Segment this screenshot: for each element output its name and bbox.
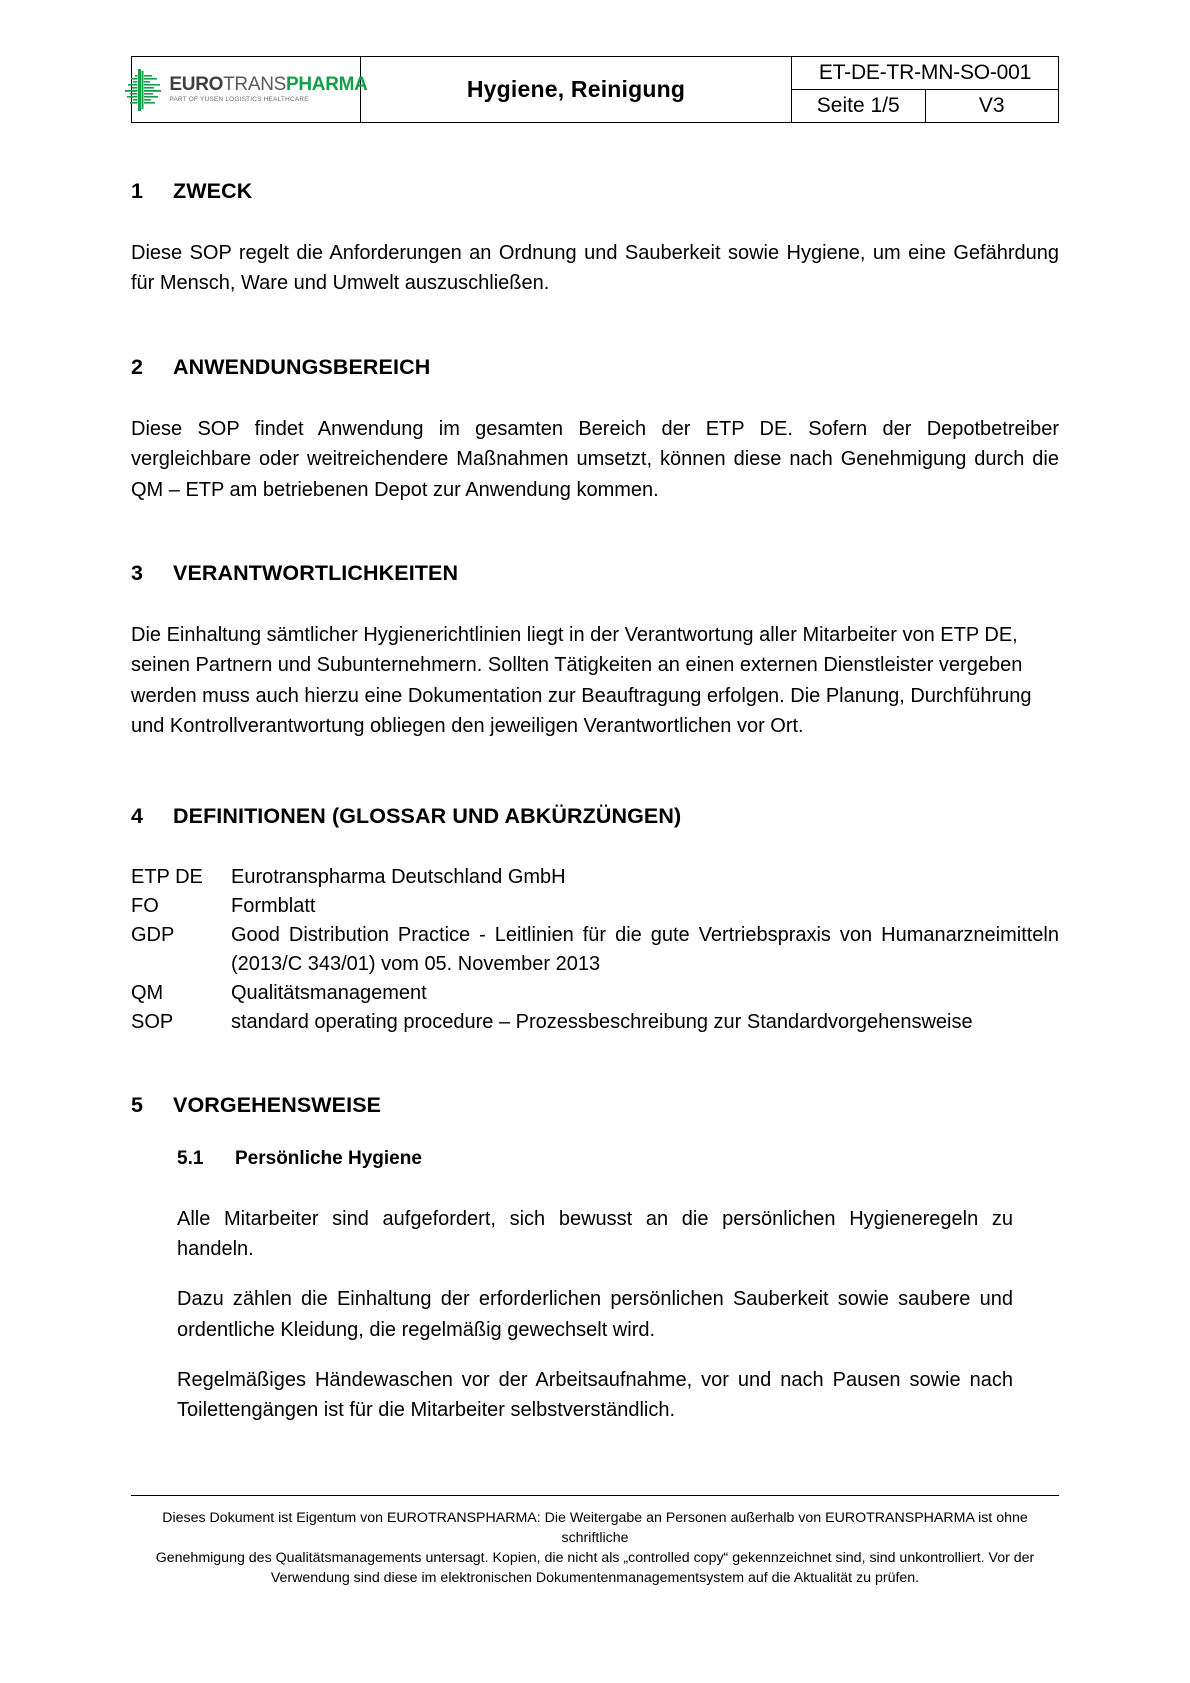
heading-section-3 [131, 561, 1059, 586]
footer-line-1: Dieses Dokument ist Eigentum von EUROTRANSPHARMA: Die Weitergabe an Personen außerhalb von EUROTRANSPHARMA ist ohne schriftliche [162, 1510, 1028, 1547]
logo-word-trans: TRANS [223, 74, 287, 96]
heading-section-5 [131, 1093, 1059, 1118]
logo-cross-waveform-icon [124, 68, 162, 112]
document-id: ET-DE-TR-MN-SO-001 [818, 61, 1032, 84]
header-title-cell [361, 57, 792, 123]
section-4-title: DEFINITIONEN (GLOSSAR UND ABKÜRZÜNGEN) [173, 803, 682, 828]
subsection-5-1-body [131, 1204, 1013, 1426]
section-3-paragraph-1: Die Einhaltung sämtlicher Hygienerichtlinien liegt in der Verantwortung aller Mitarbeiter von ETP DE, seinen Partnern und Subunternehmern. Sollten Tätigkeiten an einen externen Dienstleister vergeben werden muss auch hierzu eine Dokumentation zur Beauftragung erfolgen. Die Planung, Durchführung und Kontrollverantwortung obliegen den jeweiligen Verantwortlichen vor Ort. [131, 623, 1032, 738]
definition-description: Eurotranspharma Deutschland GmbH [231, 865, 566, 888]
section-2-number: 2 [131, 354, 144, 379]
section-1-title: ZWECK [173, 179, 253, 203]
section-5-title: VORGEHENSWEISE [173, 1092, 382, 1117]
document-title: Hygiene, Reinigung [466, 76, 686, 102]
heading-section-1 [131, 179, 1059, 204]
definition-item [131, 1008, 1059, 1037]
section-1-paragraph-1: Diese SOP regelt die Anforderungen an Ordnung und Sauberkeit sowie Hygiene, um eine Gefährdung für Mensch, Ware und Umwelt auszuschließen. [131, 242, 1059, 295]
subsection-5-1-paragraph-1: Alle Mitarbeiter sind aufgefordert, sich bewusst an die persönlichen Hygieneregeln zu handeln. [177, 1207, 1013, 1260]
page-label: Seite 1/5 [816, 94, 900, 117]
section-3-number: 3 [131, 560, 144, 585]
definition-item [131, 921, 1059, 979]
section-3-title: VERANTWORTLICHKEITEN [173, 560, 459, 585]
definition-description: standard operating procedure – Prozessbeschreibung zur Standardvorgehensweise [231, 1010, 973, 1033]
header-logo-cell [132, 57, 368, 123]
header-page-cell [792, 90, 926, 123]
eurotranspharma-logo [132, 66, 368, 114]
logo-text-block [169, 75, 367, 103]
definition-description: Formblatt [231, 894, 316, 917]
definition-description: Qualitätsmanagement [231, 981, 427, 1004]
footer-line-2: Genehmigung des Qualitätsmanagements untersagt. Kopien, die nicht als „controlled copy“ gekennzeichnet sind, sind unkontrolliert. Vor der [155, 1550, 1035, 1567]
definition-term: SOP [131, 1010, 174, 1033]
definition-term: QM [131, 981, 164, 1004]
definition-description: Good Distribution Practice - Leitlinien für die gute Vertriebspraxis von Humanarzneimitteln (2013/C 343/01) vom 05. November 2013 [231, 923, 1059, 975]
heading-subsection-5-1 [131, 1148, 1059, 1170]
section-5-number: 5 [131, 1092, 144, 1117]
definition-term: ETP DE [131, 865, 203, 888]
subsection-5-1-title: Persönliche Hygiene [235, 1147, 422, 1169]
logo-tagline: PART OF YUSEN LOGISTICS HEALTHCARE [169, 96, 309, 104]
subsection-5-1-paragraph-2: Dazu zählen die Einhaltung der erforderlichen persönlichen Sauberkeit sowie saubere und ordentliche Kleidung, die regelmäßig gewechselt wird. [177, 1288, 1013, 1341]
definitions-list [131, 863, 1059, 1037]
logo-wordmark [169, 75, 367, 94]
definition-term: FO [131, 894, 159, 917]
header-document-id-cell [792, 57, 1059, 90]
heading-section-2 [131, 355, 1059, 380]
header-version-cell [925, 90, 1059, 123]
definition-term: GDP [131, 923, 175, 946]
footer-line-3: Verwendung sind diese im elektronischen Dokumentenmanagementsystem auf die Aktualität zu prüfen. [270, 1570, 920, 1587]
section-4-number: 4 [131, 803, 144, 828]
document-content [131, 56, 1059, 1426]
section-2-title: ANWENDUNGSBEREICH [173, 354, 431, 379]
definition-item [131, 863, 1059, 892]
document-footer [131, 1495, 1059, 1589]
version-label: V3 [978, 94, 1005, 117]
definition-item [131, 892, 1059, 921]
definition-item [131, 979, 1059, 1008]
document-header-table [131, 56, 1059, 123]
subsection-5-1-number: 5.1 [177, 1147, 204, 1169]
heading-section-4 [131, 804, 1059, 829]
subsection-5-1-paragraph-3: Regelmäßiges Händewaschen vor der Arbeitsaufnahme, vor und nach Pausen sowie nach Toilettengängen ist für die Mitarbeiter selbstverständlich. [177, 1369, 1013, 1422]
section-2-paragraph-1: Diese SOP findet Anwendung im gesamten Bereich der ETP DE. Sofern der Depotbetreiber vergleichbare oder weitreichendere Maßnahmen umsetzt, können diese nach Genehmigung durch die QM – ETP am betriebenen Depot zur Anwendung kommen. [131, 417, 1059, 501]
section-1-number: 1 [131, 179, 144, 203]
logo-word-euro: EURO [169, 74, 224, 96]
logo-word-pharma: PHARMA [286, 74, 368, 96]
